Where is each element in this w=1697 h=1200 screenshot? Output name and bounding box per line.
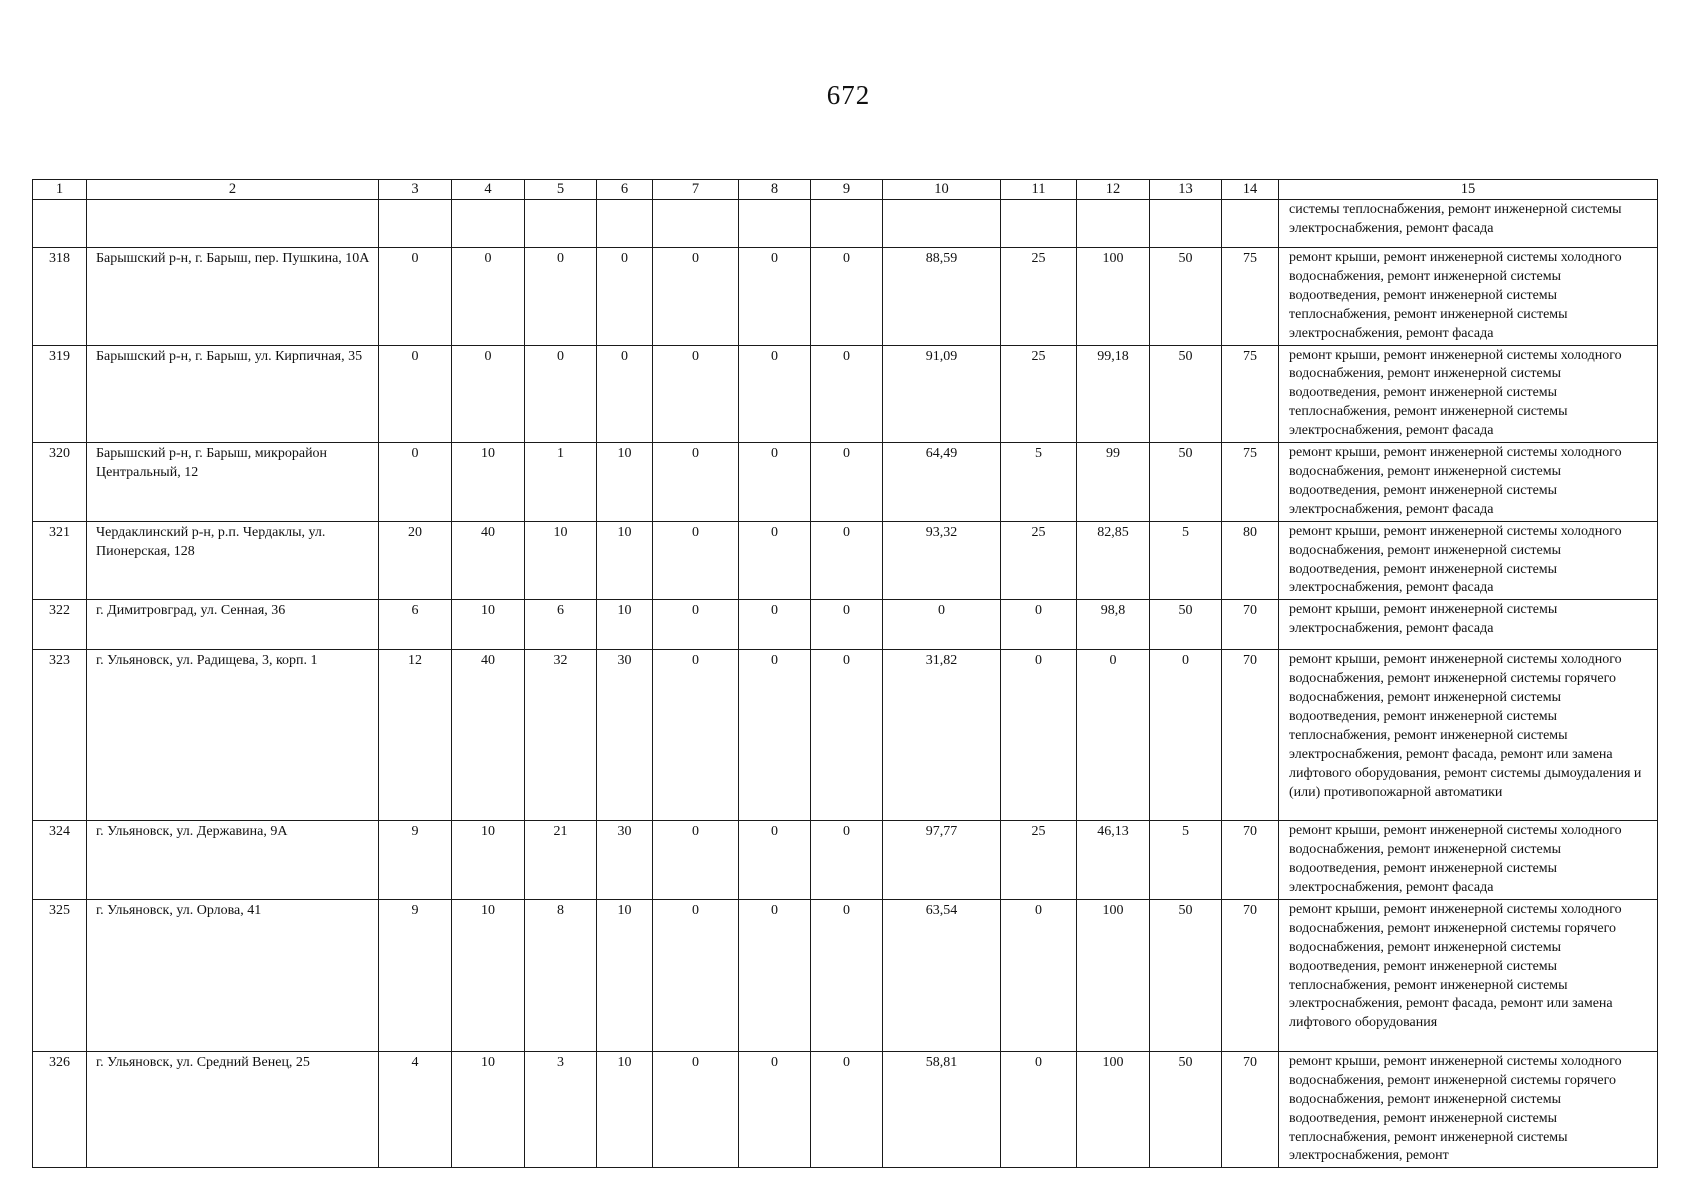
value-cell: 0: [653, 650, 739, 821]
row-number-cell: 324: [33, 821, 87, 900]
value-cell: 0: [739, 821, 811, 900]
column-header: 11: [1001, 180, 1077, 200]
value-cell: 46,13: [1077, 821, 1150, 900]
value-cell: 0: [653, 899, 739, 1051]
address-cell: Барышский р-н, г. Барыш, ул. Кирпичная, 35: [87, 345, 379, 443]
address-cell: г. Ульяновск, ул. Радищева, 3, корп. 1: [87, 650, 379, 821]
column-header: 10: [883, 180, 1001, 200]
column-header: 1: [33, 180, 87, 200]
value-cell: 0: [452, 345, 525, 443]
row-number-cell: 326: [33, 1051, 87, 1167]
value-cell: 75: [1222, 345, 1279, 443]
value-cell: 6: [379, 600, 452, 650]
value-cell: [1077, 200, 1150, 248]
value-cell: 0: [811, 248, 883, 346]
column-header: 14: [1222, 180, 1279, 200]
value-cell: 32: [525, 650, 597, 821]
value-cell: 0: [739, 345, 811, 443]
value-cell: 0: [379, 443, 452, 522]
value-cell: 50: [1150, 443, 1222, 522]
value-cell: [525, 200, 597, 248]
row-number-cell: 323: [33, 650, 87, 821]
row-number-cell: 325: [33, 899, 87, 1051]
works-description-cell: системы теплоснабжения, ремонт инженерной системы электроснабжения, ремонт фасада: [1279, 200, 1658, 248]
value-cell: 9: [379, 821, 452, 900]
value-cell: 0: [1077, 650, 1150, 821]
value-cell: 100: [1077, 1051, 1150, 1167]
value-cell: 0: [739, 248, 811, 346]
works-description-cell: ремонт крыши, ремонт инженерной системы холодного водоснабжения, ремонт инженерной системы водоотведения, ремонт инженерной системы электроснабжения, ремонт фасада: [1279, 821, 1658, 900]
row-number-cell: [33, 200, 87, 248]
table-row: [33, 248, 1658, 346]
column-header: 6: [597, 180, 653, 200]
address-cell: г. Димитровград, ул. Сенная, 36: [87, 600, 379, 650]
value-cell: 0: [653, 1051, 739, 1167]
address-cell: г. Ульяновск, ул. Орлова, 41: [87, 899, 379, 1051]
value-cell: 0: [1001, 650, 1077, 821]
column-header: 2: [87, 180, 379, 200]
works-description-cell: ремонт крыши, ремонт инженерной системы холодного водоснабжения, ремонт инженерной системы водоотведения, ремонт инженерной системы электроснабжения, ремонт фасада: [1279, 443, 1658, 522]
value-cell: 0: [739, 443, 811, 522]
value-cell: 25: [1001, 521, 1077, 600]
value-cell: 25: [1001, 821, 1077, 900]
value-cell: 0: [653, 443, 739, 522]
value-cell: 0: [811, 345, 883, 443]
address-cell: Чердаклинский р-н, р.п. Чердаклы, ул. Пионерская, 128: [87, 521, 379, 600]
value-cell: 93,32: [883, 521, 1001, 600]
value-cell: 30: [597, 821, 653, 900]
value-cell: [653, 200, 739, 248]
value-cell: 0: [525, 345, 597, 443]
value-cell: 70: [1222, 600, 1279, 650]
works-description-cell: ремонт крыши, ремонт инженерной системы холодного водоснабжения, ремонт инженерной системы горячего водоснабжения, ремонт инженерной системы водоотведения, ремонт инженерной системы теплоснабжения, ремонт инженерной системы электроснабжения, ремонт: [1279, 1051, 1658, 1167]
column-header: 8: [739, 180, 811, 200]
value-cell: 75: [1222, 443, 1279, 522]
value-cell: [1001, 200, 1077, 248]
works-description-cell: ремонт крыши, ремонт инженерной системы холодного водоснабжения, ремонт инженерной системы водоотведения, ремонт инженерной системы теплоснабжения, ремонт инженерной системы электроснабжения, ремонт фасада: [1279, 248, 1658, 346]
value-cell: 0: [1150, 650, 1222, 821]
column-header: 5: [525, 180, 597, 200]
value-cell: 5: [1150, 521, 1222, 600]
value-cell: 10: [525, 521, 597, 600]
table-body: [33, 200, 1658, 1168]
value-cell: 21: [525, 821, 597, 900]
value-cell: 0: [811, 650, 883, 821]
table-row: [33, 521, 1658, 600]
row-number-cell: 320: [33, 443, 87, 522]
value-cell: 8: [525, 899, 597, 1051]
works-description-cell: ремонт крыши, ремонт инженерной системы холодного водоснабжения, ремонт инженерной системы горячего водоснабжения, ремонт инженерной системы водоотведения, ремонт инженерной системы теплоснабжения, ремонт инженерной системы электроснабжения, ремонт фасада, ремонт или замена лифтового оборудования, ремонт системы дымоудаления и (или) противопожарной автоматики: [1279, 650, 1658, 821]
page-number: 672: [826, 80, 871, 110]
value-cell: 5: [1150, 821, 1222, 900]
value-cell: 30: [597, 650, 653, 821]
value-cell: 97,77: [883, 821, 1001, 900]
value-cell: [739, 200, 811, 248]
value-cell: 64,49: [883, 443, 1001, 522]
value-cell: [452, 200, 525, 248]
value-cell: 20: [379, 521, 452, 600]
column-header: 12: [1077, 180, 1150, 200]
value-cell: 10: [452, 1051, 525, 1167]
table-row: [33, 899, 1658, 1051]
value-cell: 50: [1150, 248, 1222, 346]
value-cell: 0: [653, 600, 739, 650]
value-cell: 0: [379, 345, 452, 443]
value-cell: [1150, 200, 1222, 248]
value-cell: 10: [597, 521, 653, 600]
value-cell: 10: [452, 899, 525, 1051]
value-cell: 5: [1001, 443, 1077, 522]
value-cell: 50: [1150, 1051, 1222, 1167]
value-cell: 3: [525, 1051, 597, 1167]
value-cell: 70: [1222, 1051, 1279, 1167]
value-cell: 70: [1222, 821, 1279, 900]
value-cell: 12: [379, 650, 452, 821]
value-cell: 10: [452, 443, 525, 522]
value-cell: 31,82: [883, 650, 1001, 821]
value-cell: [1222, 200, 1279, 248]
works-description-cell: ремонт крыши, ремонт инженерной системы электроснабжения, ремонт фасада: [1279, 600, 1658, 650]
value-cell: 0: [739, 600, 811, 650]
value-cell: 0: [597, 248, 653, 346]
column-header: 9: [811, 180, 883, 200]
value-cell: 10: [597, 600, 653, 650]
value-cell: 0: [811, 899, 883, 1051]
value-cell: 63,54: [883, 899, 1001, 1051]
value-cell: 91,09: [883, 345, 1001, 443]
value-cell: 0: [883, 600, 1001, 650]
value-cell: 0: [811, 521, 883, 600]
value-cell: 80: [1222, 521, 1279, 600]
value-cell: 0: [653, 521, 739, 600]
value-cell: 98,8: [1077, 600, 1150, 650]
table-row: [33, 600, 1658, 650]
table-row: [33, 345, 1658, 443]
value-cell: 0: [653, 345, 739, 443]
row-number-cell: 322: [33, 600, 87, 650]
value-cell: 0: [811, 443, 883, 522]
data-table: [32, 179, 1658, 1168]
value-cell: 0: [739, 1051, 811, 1167]
value-cell: 70: [1222, 650, 1279, 821]
table-row: [33, 650, 1658, 821]
value-cell: 10: [597, 443, 653, 522]
value-cell: 0: [811, 600, 883, 650]
value-cell: 50: [1150, 899, 1222, 1051]
value-cell: 0: [653, 821, 739, 900]
works-description-cell: ремонт крыши, ремонт инженерной системы холодного водоснабжения, ремонт инженерной системы водоотведения, ремонт инженерной системы теплоснабжения, ремонт инженерной системы электроснабжения, ремонт фасада: [1279, 345, 1658, 443]
row-number-cell: 319: [33, 345, 87, 443]
row-number-cell: 321: [33, 521, 87, 600]
value-cell: 0: [1001, 600, 1077, 650]
value-cell: 0: [452, 248, 525, 346]
column-header: 15: [1279, 180, 1658, 200]
row-number-cell: 318: [33, 248, 87, 346]
column-header: 7: [653, 180, 739, 200]
value-cell: 25: [1001, 248, 1077, 346]
value-cell: 0: [379, 248, 452, 346]
works-description-cell: ремонт крыши, ремонт инженерной системы холодного водоснабжения, ремонт инженерной системы водоотведения, ремонт инженерной системы электроснабжения, ремонт фасада: [1279, 521, 1658, 600]
value-cell: 1: [525, 443, 597, 522]
value-cell: 99,18: [1077, 345, 1150, 443]
value-cell: 58,81: [883, 1051, 1001, 1167]
value-cell: 70: [1222, 899, 1279, 1051]
value-cell: 10: [597, 1051, 653, 1167]
works-description-cell: ремонт крыши, ремонт инженерной системы холодного водоснабжения, ремонт инженерной системы горячего водоснабжения, ремонт инженерной системы водоотведения, ремонт инженерной системы теплоснабжения, ремонт инженерной системы электроснабжения, ремонт фасада, ремонт или замена лифтового оборудования: [1279, 899, 1658, 1051]
value-cell: 25: [1001, 345, 1077, 443]
value-cell: 50: [1150, 345, 1222, 443]
value-cell: 0: [597, 345, 653, 443]
value-cell: [597, 200, 653, 248]
value-cell: 0: [739, 899, 811, 1051]
value-cell: 9: [379, 899, 452, 1051]
address-cell: г. Ульяновск, ул. Средний Венец, 25: [87, 1051, 379, 1167]
value-cell: [379, 200, 452, 248]
value-cell: 10: [452, 600, 525, 650]
address-cell: [87, 200, 379, 248]
value-cell: 0: [653, 248, 739, 346]
value-cell: 40: [452, 521, 525, 600]
address-cell: Барышский р-н, г. Барыш, пер. Пушкина, 10А: [87, 248, 379, 346]
table-row: [33, 1051, 1658, 1167]
value-cell: 100: [1077, 248, 1150, 346]
value-cell: 82,85: [1077, 521, 1150, 600]
table-row: [33, 821, 1658, 900]
table-row: [33, 200, 1658, 248]
value-cell: 4: [379, 1051, 452, 1167]
value-cell: 0: [525, 248, 597, 346]
address-cell: г. Ульяновск, ул. Державина, 9А: [87, 821, 379, 900]
column-header: 3: [379, 180, 452, 200]
column-number-row: [33, 180, 1658, 200]
value-cell: 88,59: [883, 248, 1001, 346]
value-cell: 40: [452, 650, 525, 821]
value-cell: 50: [1150, 600, 1222, 650]
value-cell: 10: [597, 899, 653, 1051]
value-cell: 0: [1001, 899, 1077, 1051]
value-cell: 6: [525, 600, 597, 650]
value-cell: 99: [1077, 443, 1150, 522]
value-cell: 75: [1222, 248, 1279, 346]
column-header: 13: [1150, 180, 1222, 200]
value-cell: 0: [739, 650, 811, 821]
value-cell: [811, 200, 883, 248]
address-cell: Барышский р-н, г. Барыш, микрорайон Центральный, 12: [87, 443, 379, 522]
value-cell: 10: [452, 821, 525, 900]
table-row: [33, 443, 1658, 522]
value-cell: 100: [1077, 899, 1150, 1051]
value-cell: 0: [739, 521, 811, 600]
column-header: 4: [452, 180, 525, 200]
value-cell: 0: [811, 1051, 883, 1167]
value-cell: [883, 200, 1001, 248]
value-cell: 0: [811, 821, 883, 900]
value-cell: 0: [1001, 1051, 1077, 1167]
